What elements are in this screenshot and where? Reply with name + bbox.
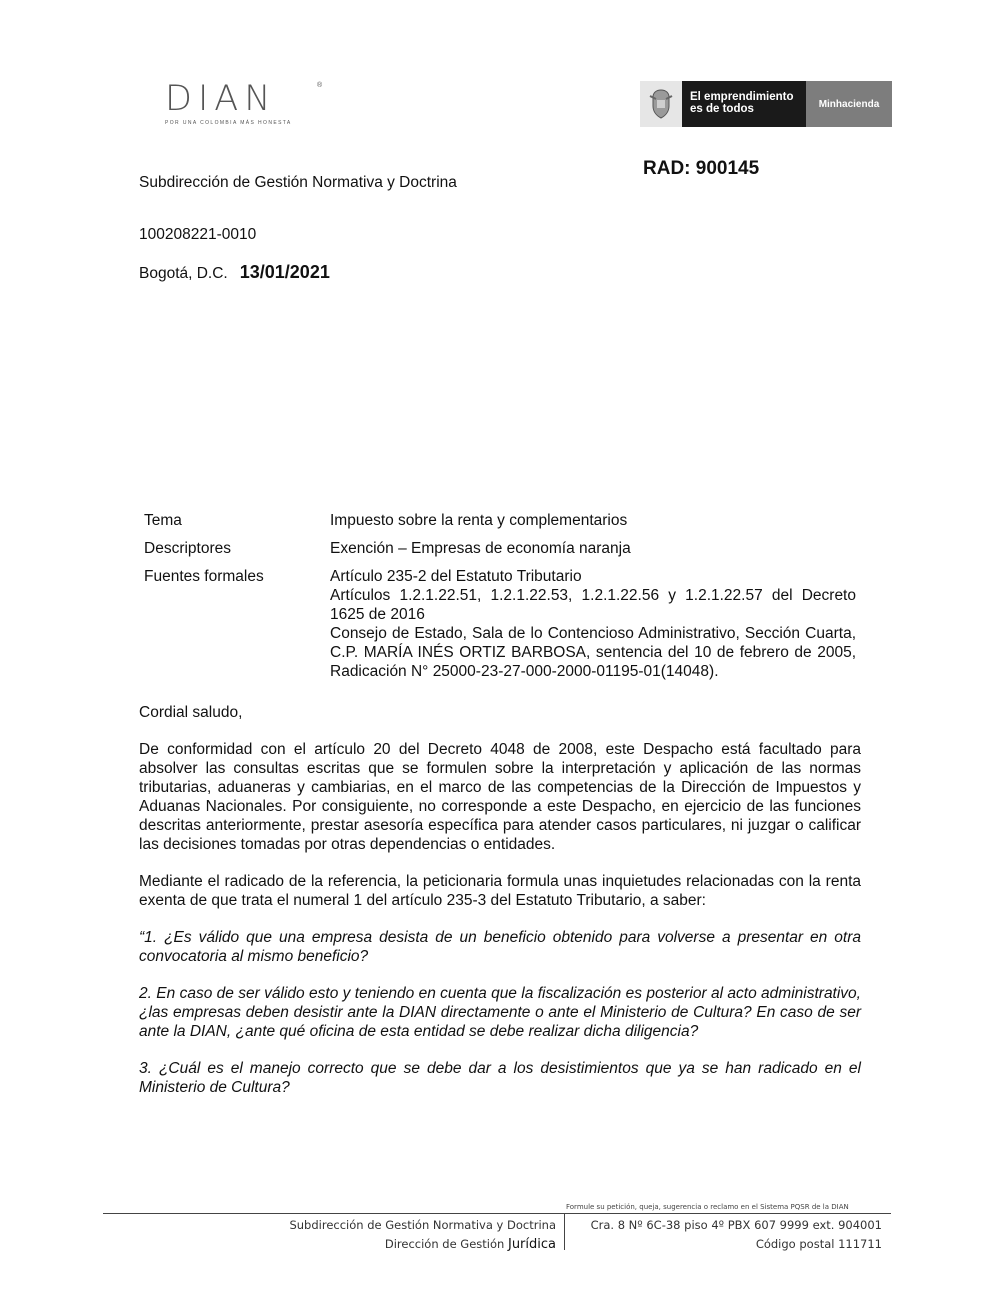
rad-number: RAD: 900145 — [643, 158, 760, 179]
metadata-value — [330, 539, 856, 558]
dian-logo-text: DIAN — [165, 79, 277, 119]
metadata-row-descriptores — [144, 539, 856, 558]
metadata-line: Consejo de Estado, Sala de lo Contencioso Administrativo, Sección Cuarta, C.P. MARÍA INÉS ORTIZ BARBOSA, sentencia del 10 de febrero de 2005, Radicación N° 25000-23-27-000-2000-01195-01(14048). — [330, 625, 856, 680]
slogan-line-2: es de todos — [690, 103, 754, 115]
slogan-line-1: El emprendimiento — [690, 91, 794, 103]
metadata-value — [330, 567, 856, 681]
document-date: 13/01/2021 — [239, 262, 330, 282]
question-3: 3. ¿Cuál es el manejo correcto que se debe dar a los desistimientos que ya se han radicado en el Ministerio de Cultura? — [139, 1060, 861, 1096]
footer-address: Cra. 8 Nº 6C-38 piso 4º PBX 607 9999 ext. 904001 — [590, 1218, 882, 1232]
footer-subdirection: Subdirección de Gestión Normativa y Doctrina — [289, 1218, 556, 1232]
metadata-line: Impuesto sobre la renta y complementarios — [330, 512, 628, 529]
metadata-value — [330, 511, 856, 530]
metadata-row-fuentes — [144, 567, 856, 681]
footer-postal-code: Código postal 111711 — [755, 1237, 882, 1251]
metadata-label: Fuentes formales — [144, 568, 264, 585]
question-1: “1. ¿Es válido que una empresa desista de un beneficio obtenido para volverse a presentar en otra convocatoria al mismo beneficio? — [139, 929, 861, 965]
footer-left — [200, 1216, 556, 1254]
government-slogan — [682, 81, 806, 127]
subdirection-heading: Subdirección de Gestión Normativa y Doctrina — [139, 174, 457, 191]
metadata-label: Tema — [144, 512, 182, 529]
dian-logo-tagline: POR UNA COLOMBIA MÁS HONESTA — [165, 120, 292, 126]
footer-right — [566, 1216, 882, 1254]
footer-direction-bold: Jurídica — [507, 1237, 556, 1252]
letter-body — [139, 703, 861, 1115]
dian-logo — [165, 79, 325, 128]
metadata-row-tema — [144, 511, 856, 530]
place-date — [139, 262, 330, 283]
paragraph: Mediante el radicado de la referencia, la peticionaria formula unas inquietudes relacionadas con la renta exenta de que trata el numeral 1 del artículo 235-3 del Estatuto Tributario, a saber: — [139, 873, 861, 909]
government-banner — [640, 81, 892, 127]
city: Bogotá, D.C. — [139, 265, 228, 282]
footer-note: Formule su petición, queja, sugerencia o reclamo en el Sistema PQSR de la DIAN — [566, 1203, 849, 1211]
footer-direction-text: Dirección de Gestión — [384, 1237, 508, 1251]
greeting: Cordial saludo, — [139, 704, 243, 721]
registered-mark: ® — [317, 82, 323, 89]
footer-vertical-divider — [564, 1214, 565, 1250]
coat-of-arms-icon — [640, 81, 682, 127]
metadata-table — [144, 511, 856, 690]
question-2: 2. En caso de ser válido esto y teniendo en cuenta que la fiscalización es posterior al acto administrativo, ¿las empresas deben desistir ante la DIAN directamente o ante el Ministerio de Cultura? En caso de ser ante la DIAN, ¿ante qué oficina de esta entidad se debe realizar dicha diligencia? — [139, 985, 861, 1040]
metadata-line: Exención – Empresas de economía naranja — [330, 540, 631, 557]
footer-divider — [103, 1213, 891, 1214]
ministry-label: Minhacienda — [806, 81, 892, 127]
metadata-label: Descriptores — [144, 540, 231, 557]
document-number: 100208221-0010 — [139, 226, 257, 243]
metadata-line: Artículo 235-2 del Estatuto Tributario — [330, 568, 582, 585]
paragraph: De conformidad con el artículo 20 del Decreto 4048 de 2008, este Despacho está facultado para absolver las consultas escritas que se formulen sobre la interpretación y aplicación de las normas tributarias, aduaneras y cambiarias, en el marco de las competencias de la Dirección de Impuestos y Aduanas Nacionales. Por consiguiente, no corresponde a este Despacho, en ejercicio de las funciones descritas anteriormente, prestar asesoría específica para atender casos particulares, ni juzgar o calificar las decisiones tomadas por otras dependencias o entidades. — [139, 741, 861, 853]
metadata-line: Artículos 1.2.1.22.51, 1.2.1.22.53, 1.2.1.22.56 y 1.2.1.22.57 del Decreto 1625 de 2016 — [330, 587, 856, 623]
footer-direction — [200, 1235, 556, 1254]
